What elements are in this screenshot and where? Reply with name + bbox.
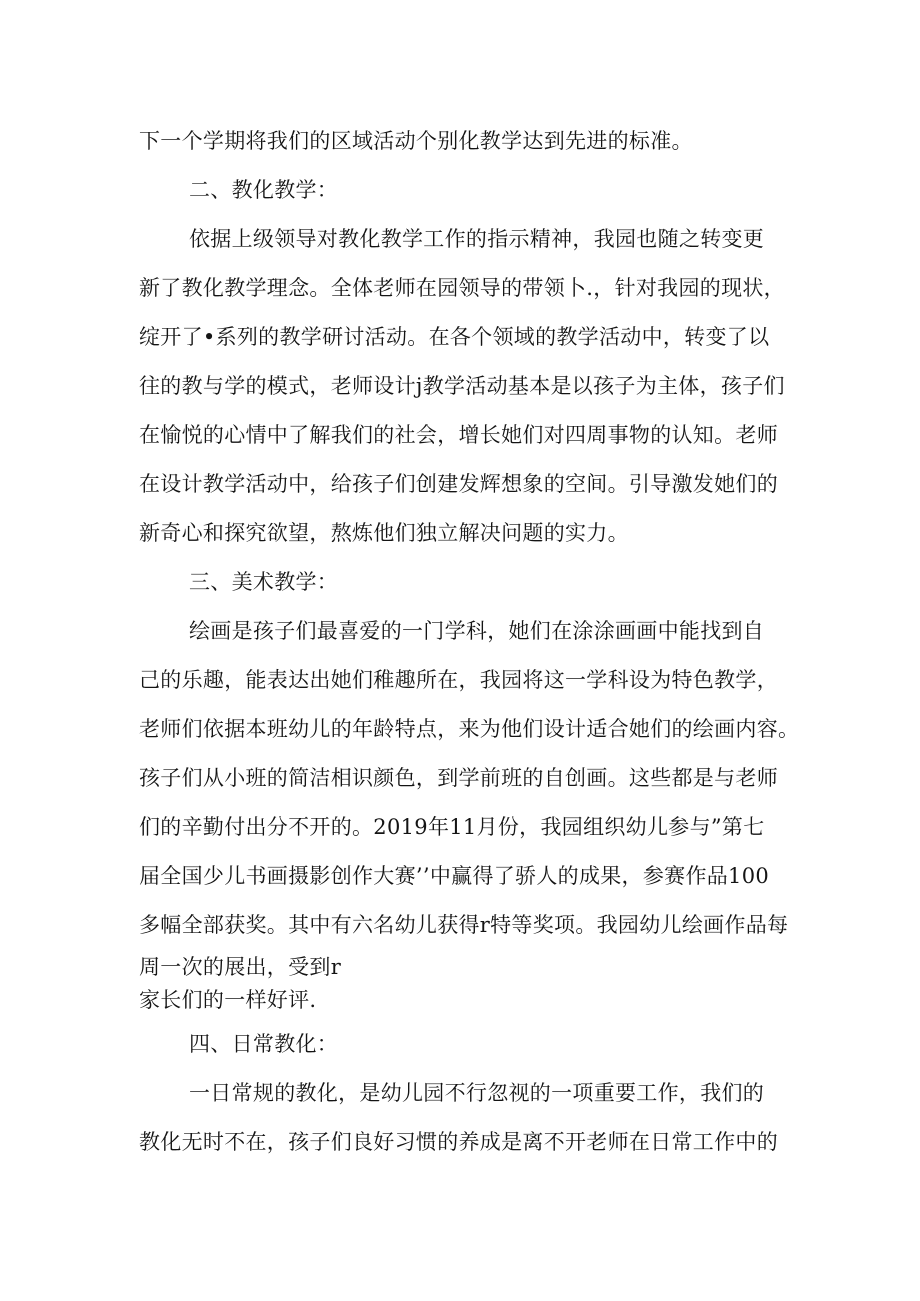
text-line: 老师们依据本班幼儿的年龄特点，来为他们设计适合她们的绘画内容。 bbox=[139, 717, 800, 741]
text-line: 多幅全部获奖。其中有六名幼儿获得r特等奖项。我园幼儿绘画作品每 bbox=[139, 913, 789, 937]
text-line: 在设计教学活动中，给孩子们创建发辉想象的空间。引导激发她们的 bbox=[139, 472, 778, 496]
text-line: 在愉悦的心情中了解我们的社会，增长她们对四周事物的认知。老师 bbox=[139, 423, 778, 447]
text-line: 依据上级领导对教化教学工作的指示精神，我园也随之转变更 bbox=[189, 227, 765, 251]
text-line: 往的教与学的模式，老师设计j教学活动基本是以孩子为主体，孩子们 bbox=[139, 374, 785, 398]
text-line: 孩子们从小班的简洁相识颜色，到学前班的自创画。这些都是与老师 bbox=[139, 766, 778, 790]
section-heading-daily: 四、日常教化： bbox=[189, 1032, 339, 1056]
text-line: 们的辛勤付出分不开的。2019年11月份，我园组织幼儿参与”第七 bbox=[139, 815, 765, 839]
text-line: 家长们的一样好评. bbox=[139, 988, 317, 1012]
text-line: 绘画是孩子们最喜爱的一门学科，她们在涂涂画画中能找到自 bbox=[189, 619, 765, 643]
text-line: 己的乐趣，能表达出她们稚趣所在，我园将这一学科设为特色教学， bbox=[139, 668, 778, 692]
text-line: 绽开了•系列的教学研讨活动。在各个领域的教学活动中，转变了以 bbox=[139, 325, 770, 349]
text-line: 新奇心和探究欲望，熬炼他们独立解决问题的实力。 bbox=[139, 521, 629, 545]
section-heading-teaching: 二、教化教学： bbox=[189, 178, 339, 202]
text-line: 下一个学期将我们的区域活动个别化教学达到先进的标准。 bbox=[139, 129, 693, 153]
text-line: 届全国少儿书画摄影创作大赛’’中赢得了骄人的成果，参赛作品100 bbox=[139, 864, 770, 888]
text-line: 教化无时不在，孩子们良好习惯的养成是离不开老师在日常工作中的 bbox=[139, 1130, 778, 1154]
section-heading-art: 三、美术教学： bbox=[189, 570, 339, 594]
text-line: 一日常规的教化，是幼儿园不行忽视的一项重要工作，我们的 bbox=[189, 1081, 765, 1105]
text-line: 周一次的展出，受到r bbox=[139, 955, 342, 979]
text-line: 新了教化教学理念。全体老师在园领导的带领卜.，针对我园的现状， bbox=[139, 276, 785, 300]
